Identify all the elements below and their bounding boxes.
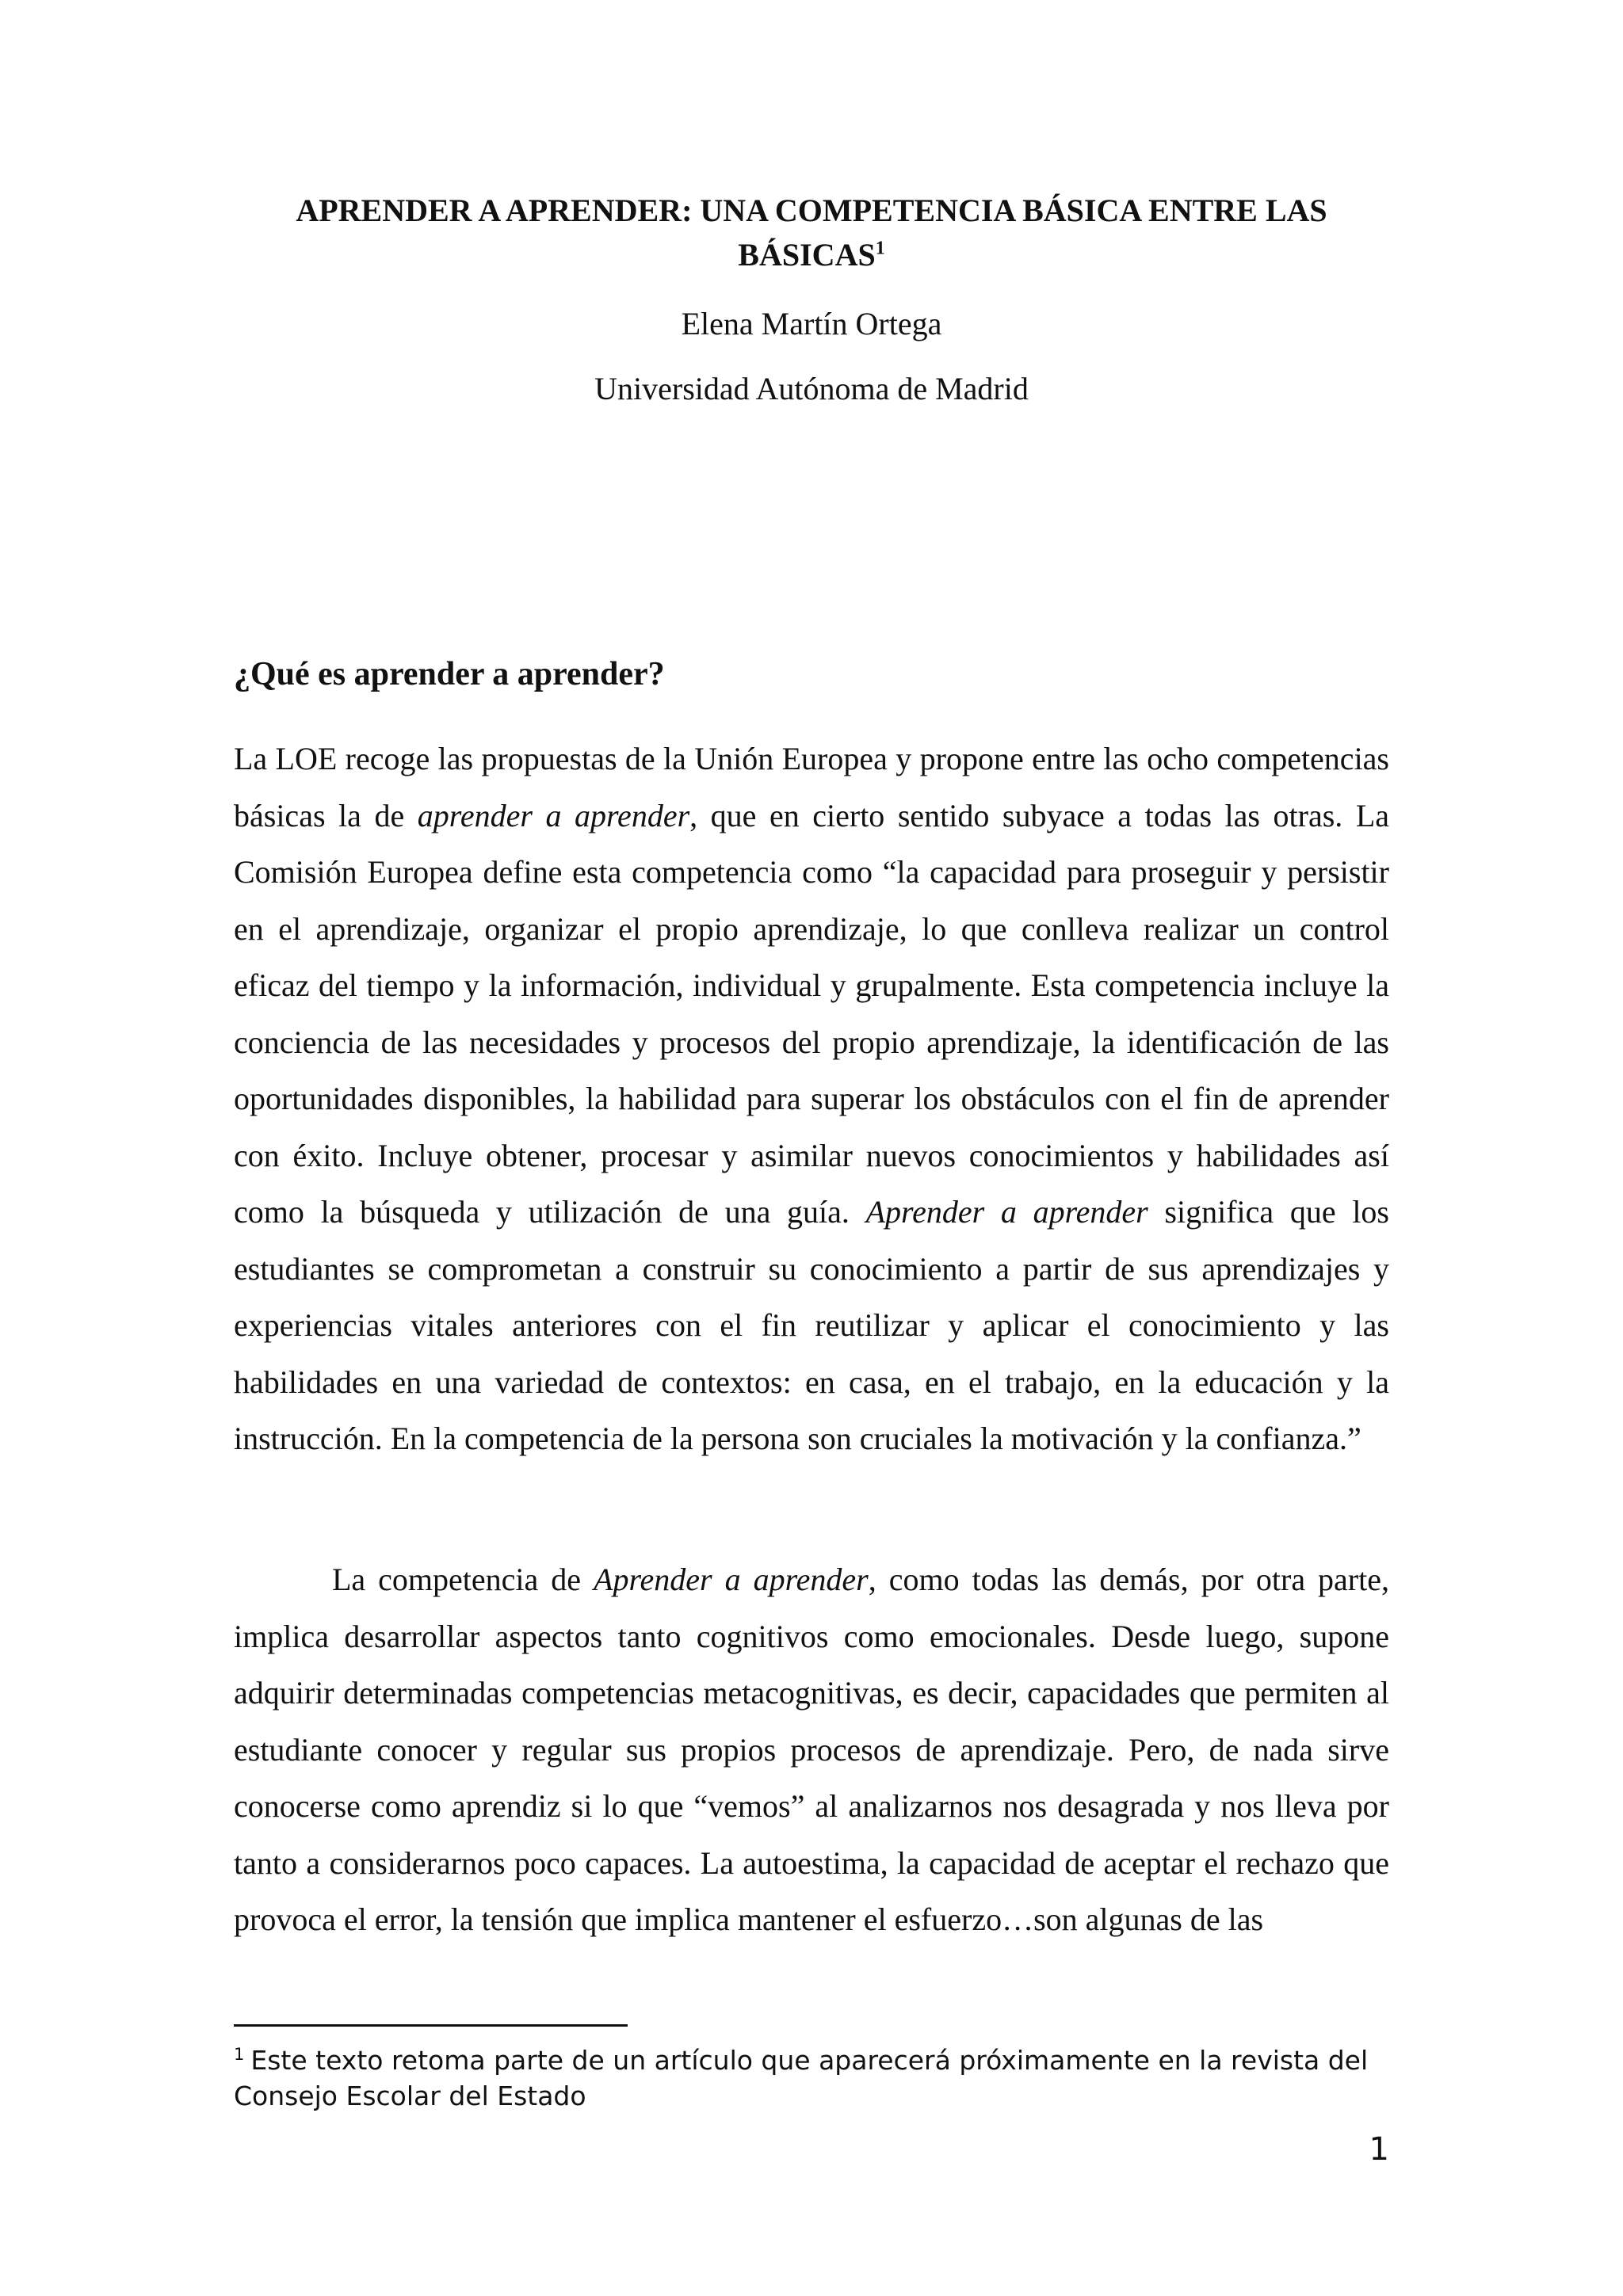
paragraph-2-emphasis-1: Aprender a aprender	[594, 1562, 869, 1597]
title-text: APRENDER A APRENDER: UNA COMPETENCIA BÁSICA ENTRE LAS BÁSICAS	[296, 193, 1327, 273]
document-title	[234, 189, 1389, 277]
footnote-mark: 1	[234, 2045, 245, 2064]
paragraph-1-emphasis-1: aprender a aprender	[417, 797, 690, 833]
paragraph-2-text-1: La competencia de	[332, 1562, 594, 1597]
section-heading: ¿Qué es aprender a aprender?	[234, 656, 665, 692]
page-number: 1	[1369, 2131, 1389, 2168]
title-footnote-mark[interactable]: 1	[875, 238, 885, 259]
author-name: Elena Martín Ortega	[681, 306, 942, 341]
body-paragraph-2	[234, 1551, 1389, 1948]
body-paragraph-1	[234, 730, 1389, 1467]
author-affiliation: Universidad Autónoma de Madrid	[594, 371, 1029, 406]
footnote	[234, 2042, 1399, 2114]
footnote-text: Este texto retoma parte de un artículo que aparecerá próximamente en la revista del Consejo Escolar del Estado	[234, 2045, 1369, 2111]
paragraph-2-text-2: , como todas las demás, por otra parte, implica desarrollar aspectos tanto cognitivos como emocionales. Desde luego, supone adquirir determinadas competencias metacognitivas, es decir, capacidades que permiten al estudiante conocer y regular sus propios procesos de aprendizaje. Pero, de nada sirve conocerse como aprendiz si lo que “vemos” al analizarnos nos desagrada y nos lleva por tanto a considerarnos poco capaces. La autoestima, la capacidad de aceptar el rechazo que provoca el error, la tensión que implica mantener el esfuerzo…son algunas de las	[234, 1562, 1389, 1937]
footnote-separator	[234, 2024, 628, 2027]
paragraph-1-text-2: , que en cierto sentido subyace a todas las otras. La Comisión Europea define esta competencia como “la capacidad para proseguir y persistir en el aprendizaje, organizar el propio aprendizaje, lo que conlleva realizar un control eficaz del tiempo y la información, individual y grupalmente. Esta competencia incluye la conciencia de las necesidades y procesos del propio aprendizaje, la identificación de las oportunidades disponibles, la habilidad para superar los obstáculos con el fin de aprender con éxito. Incluye obtener, procesar y asimilar nuevos conocimientos y habilidades así como la búsqueda y utilización de una guía.	[234, 797, 1390, 1230]
paragraph-1-emphasis-2: Aprender a aprender	[865, 1194, 1148, 1230]
paragraph-1-text-1: La LOE recoge las propuestas de la Unión Europea y propone entre las ocho competencias básicas la de	[234, 741, 1389, 833]
paragraph-1-text-3: significa que los estudiantes se comprometan a construir su conocimiento a partir de sus aprendizajes y experiencias vitales anteriores con el fin reutilizar y aplicar el conocimiento y las habilidades en una variedad de contextos: en casa, en el trabajo, en la educación y la instrucción. En la competencia de la persona son cruciales la motivación y la confianza.”	[234, 1194, 1389, 1456]
